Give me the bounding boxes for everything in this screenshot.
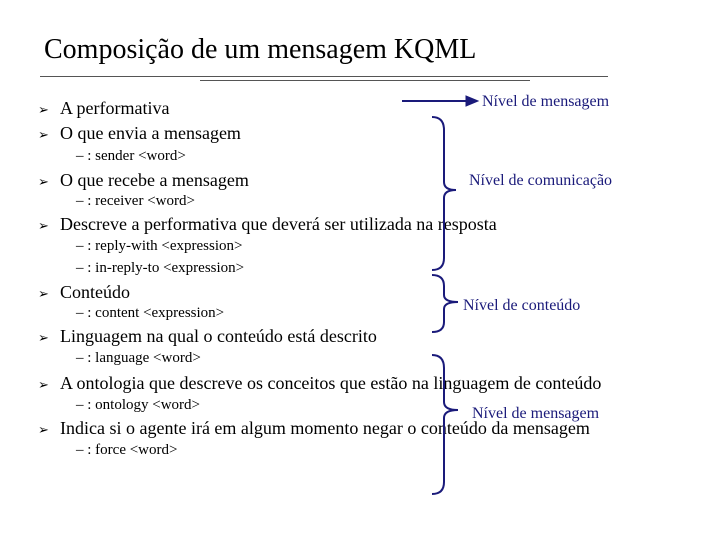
arrowhead-bullet-icon: ➢ [38,175,49,190]
label-content-level: Nível de conteúdo [463,297,581,314]
sub-reply-with: – : reply-with <expression> [76,238,243,254]
label-message-level-bottom: Nível de mensagem [472,405,600,422]
label-communication-level: Nível de comunicação [469,172,613,189]
bullet-receiver: ➢ O que recebe a mensagem [38,170,249,190]
sub-sender: – : sender <word> [76,148,186,164]
sub-receiver: – : receiver <word> [76,193,195,209]
brace-content [432,275,458,332]
label-message-level-top: Nível de mensagem [482,93,610,110]
arrow-icon [402,96,478,106]
bullet-language: ➢ Linguagem na qual o conteúdo está descrito [38,326,377,346]
arrowhead-bullet-icon: ➢ [38,423,49,438]
arrowhead-bullet-icon: ➢ [38,378,49,393]
arrowhead-bullet-icon: ➢ [38,287,49,302]
bullet-content: ➢ Conteúdo [38,282,130,302]
bullet-sender: ➢ O que envia a mensagem [38,123,241,143]
bullet-reply: ➢ Descreve a performativa que deverá ser utilizada na resposta [38,214,497,234]
arrowhead-bullet-icon: ➢ [38,128,49,143]
bullet-ontology: ➢ A ontologia que descreve os conceitos que estão na linguagem de conteúdo [38,373,602,393]
brace-message-bottom [432,355,458,494]
slide-title: Composição de um mensagem KQML [44,34,477,65]
sub-ontology: – : ontology <word> [76,397,200,413]
arrowhead-bullet-icon: ➢ [38,331,49,346]
bullet-performative: ➢ A performativa [38,98,170,118]
sub-content: – : content <expression> [76,305,225,321]
sub-language: – : language <word> [76,350,201,366]
arrowhead-bullet-icon: ➢ [38,103,49,118]
sub-in-reply-to: – : in-reply-to <expression> [76,260,245,276]
arrowhead-bullet-icon: ➢ [38,219,49,234]
brace-communication [432,117,456,270]
bullet-force: ➢ Indica si o agente irá em algum momento negar o conteúdo da mensagem [38,418,590,438]
sub-force: – : force <word> [76,442,178,458]
